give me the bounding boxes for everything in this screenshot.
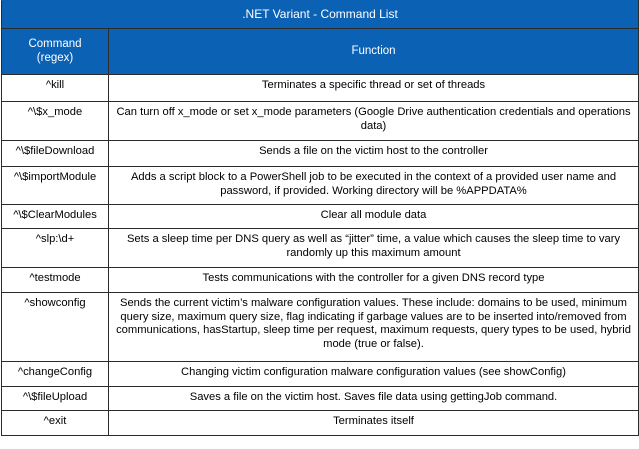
function-cell: Adds a script block to a PowerShell job to be executed in the context of a provided user name and password, if provided. Working directory will be %APPDATA% bbox=[109, 167, 639, 205]
function-cell: Clear all module data bbox=[109, 205, 639, 229]
table-row bbox=[2, 141, 639, 167]
function-cell: Sets a sleep time per DNS query as well as “jitter” time, a value which causes the sleep time to vary randomly up this maximum amount bbox=[109, 229, 639, 268]
table-row bbox=[2, 75, 639, 102]
function-cell: Sends a file on the victim host to the controller bbox=[109, 141, 639, 167]
command-table bbox=[1, 0, 639, 436]
table-row bbox=[2, 268, 639, 293]
table-row bbox=[2, 229, 639, 268]
table-row bbox=[2, 362, 639, 387]
table-row bbox=[2, 387, 639, 411]
command-cell: ^showconfig bbox=[2, 293, 109, 362]
header-row bbox=[2, 29, 639, 75]
column-header-command: Command (regex) bbox=[2, 29, 109, 75]
command-cell: ^\$fileUpload bbox=[2, 387, 109, 411]
table-title: .NET Variant - Command List bbox=[2, 1, 639, 29]
function-cell: Changing victim configuration malware configuration values (see showConfig) bbox=[109, 362, 639, 387]
command-cell: ^\$fileDownload bbox=[2, 141, 109, 167]
function-cell: Terminates itself bbox=[109, 411, 639, 436]
function-cell: Tests communications with the controller for a given DNS record type bbox=[109, 268, 639, 293]
command-cell: ^exit bbox=[2, 411, 109, 436]
table-row bbox=[2, 411, 639, 436]
command-cell: ^\$importModule bbox=[2, 167, 109, 205]
function-cell: Sends the current victim’s malware configuration values. These include: domains to be used, minimum query size, maximum query size, flag indicating if garbage values are to be inserted into/removed from communications, hasStartup, sleep time per request, maximum requests, query types to be used, hybrid mode (true or false). bbox=[109, 293, 639, 362]
function-cell: Terminates a specific thread or set of threads bbox=[109, 75, 639, 102]
command-cell: ^\$x_mode bbox=[2, 102, 109, 141]
table-row bbox=[2, 205, 639, 229]
table-row bbox=[2, 293, 639, 362]
table-row bbox=[2, 167, 639, 205]
command-cell: ^slp:\d+ bbox=[2, 229, 109, 268]
column-header-function: Function bbox=[109, 29, 639, 75]
command-cell: ^kill bbox=[2, 75, 109, 102]
table-row bbox=[2, 102, 639, 141]
command-cell: ^changeConfig bbox=[2, 362, 109, 387]
function-cell: Saves a file on the victim host. Saves file data using gettingJob command. bbox=[109, 387, 639, 411]
command-cell: ^testmode bbox=[2, 268, 109, 293]
function-cell: Can turn off x_mode or set x_mode parameters (Google Drive authentication credentials and operations data) bbox=[109, 102, 639, 141]
command-cell: ^\$ClearModules bbox=[2, 205, 109, 229]
